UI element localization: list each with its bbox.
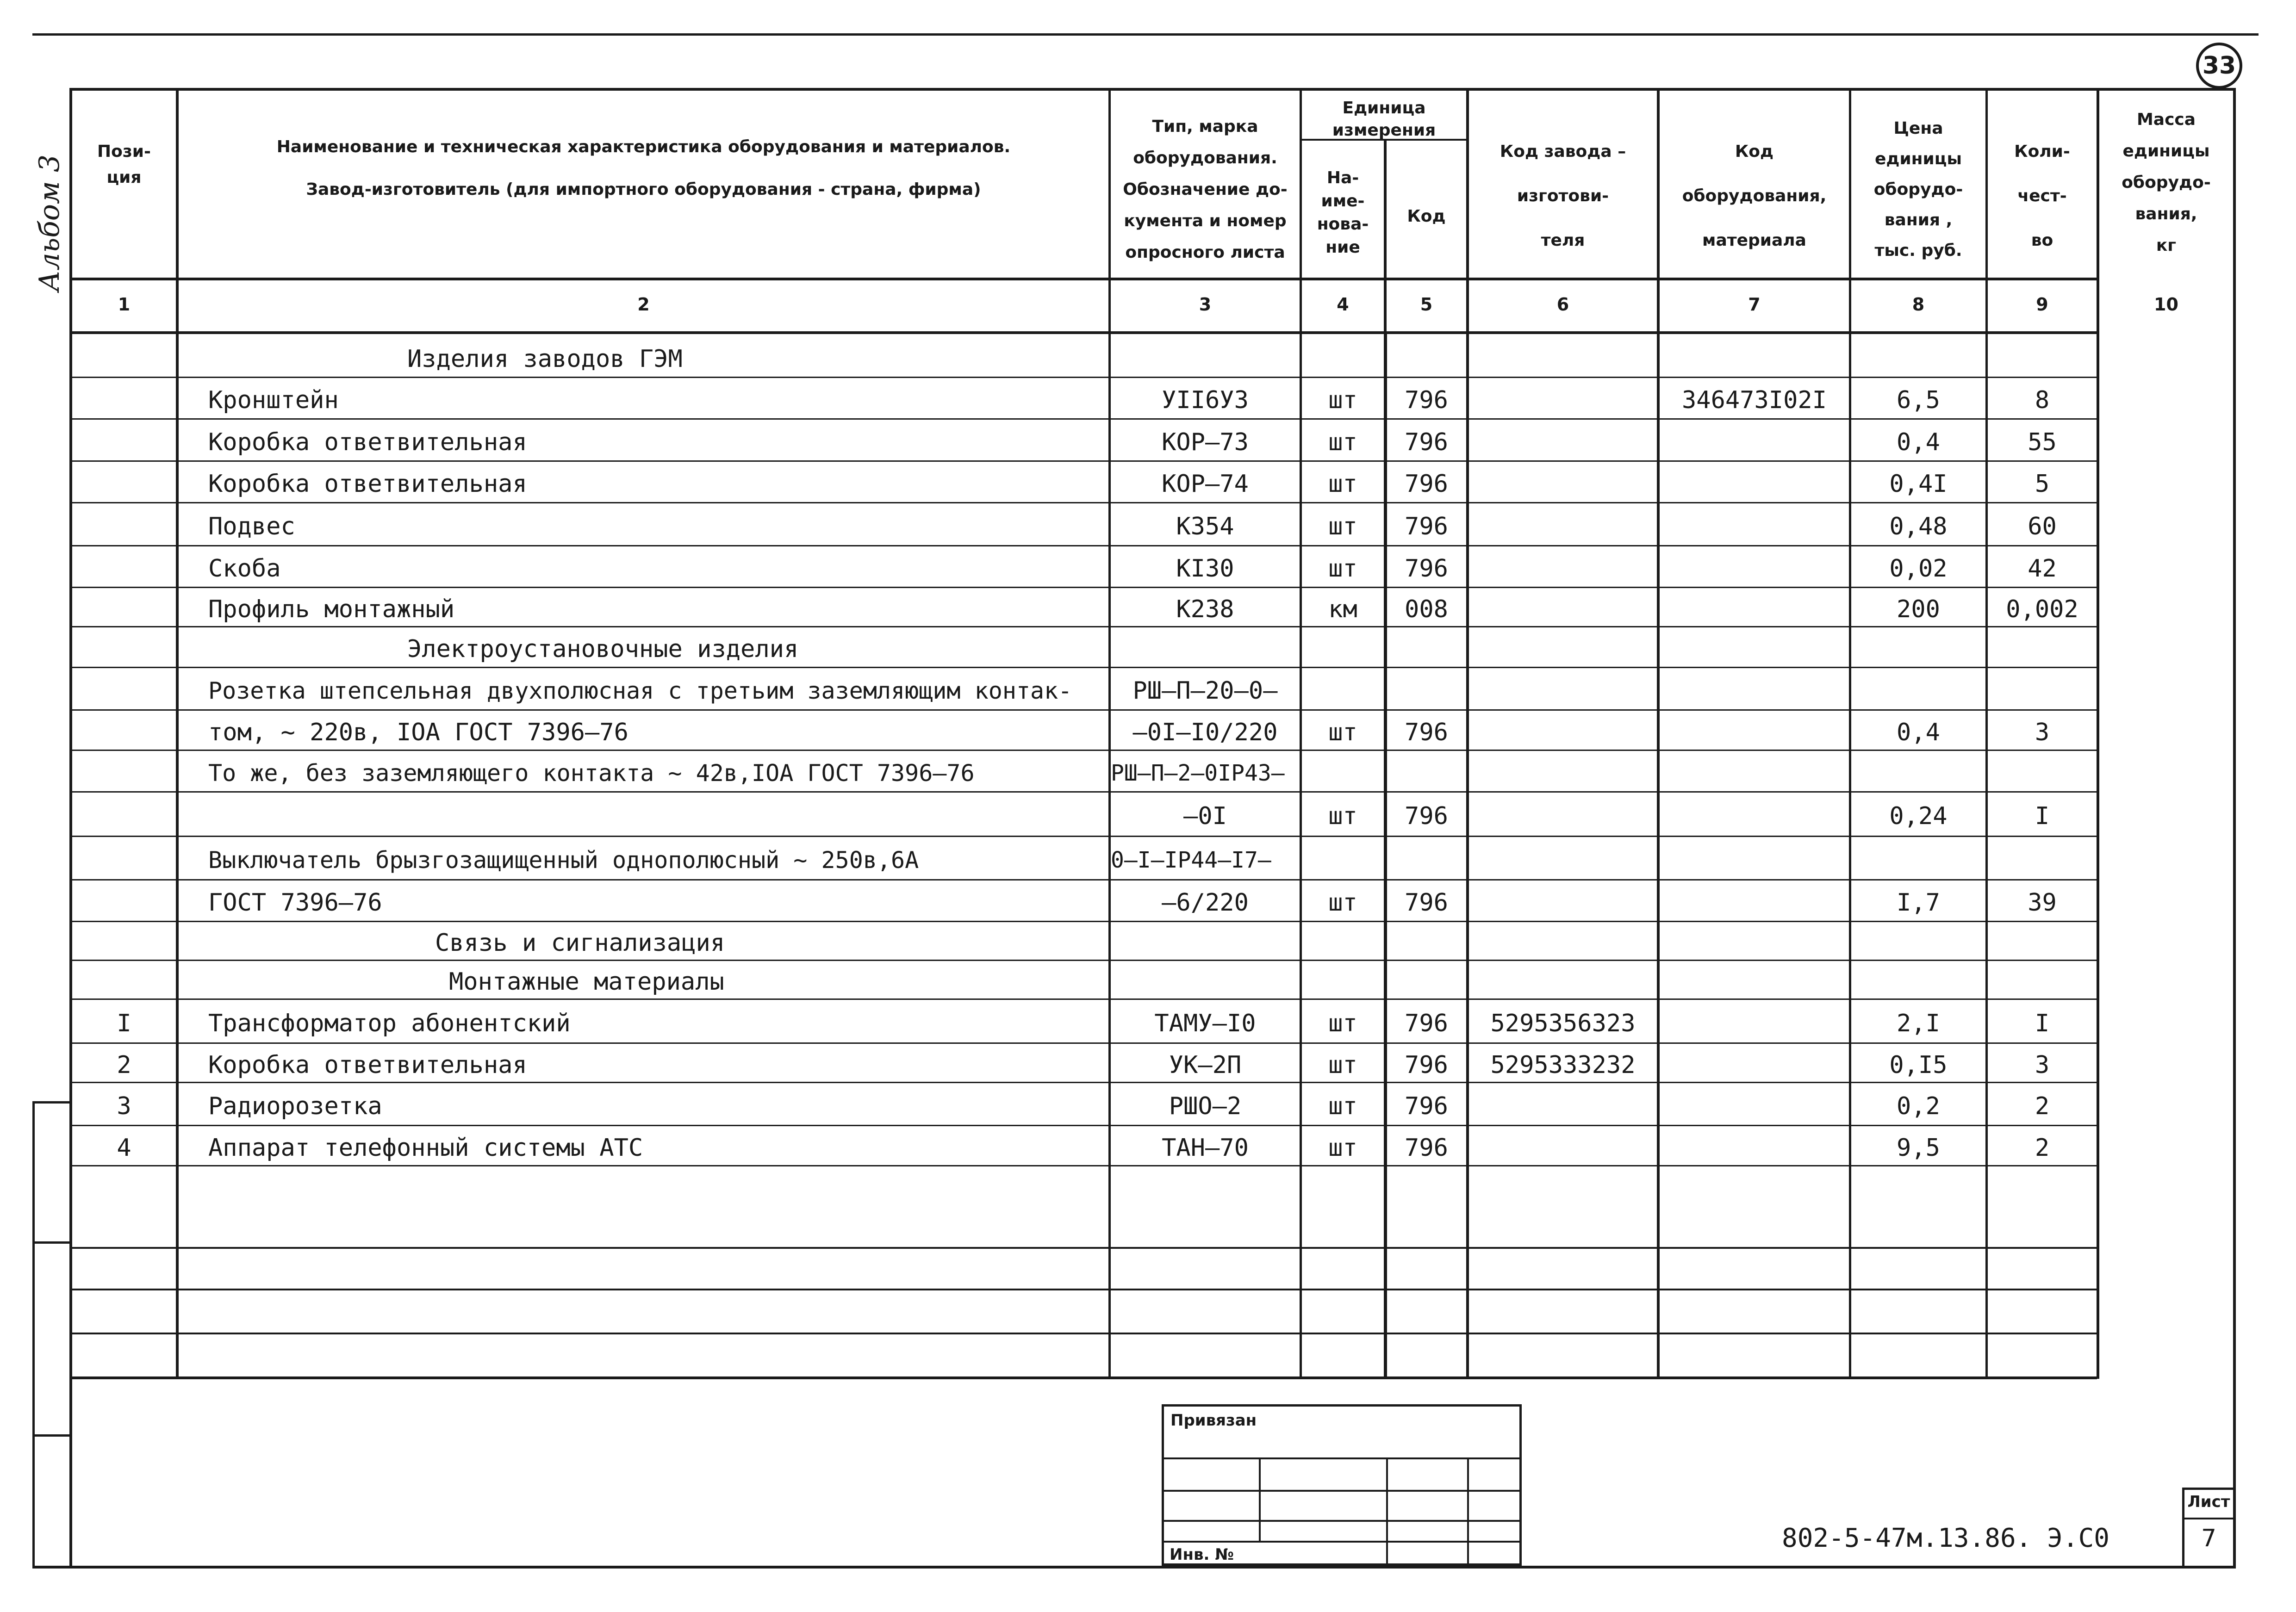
row-rule	[69, 377, 2097, 378]
cell-item-name: Выключатель брызгозащищенный однополюсный ~ 250в,6А	[208, 847, 919, 874]
cell-equip-code: 346473I02I	[1681, 386, 1827, 414]
cell-item-name: том, ~ 220в, IOA ГОСТ 7396–76	[208, 718, 628, 746]
sheet-number-badge: 33	[2196, 43, 2242, 89]
cell-quantity: 5	[2035, 470, 2050, 498]
bound-stamp	[1162, 1404, 1522, 1566]
cell-mfr-code: 5295333232	[1490, 1051, 1636, 1079]
cell-quantity: 8	[2035, 386, 2050, 414]
header-bottom-rule	[69, 278, 2097, 280]
colnum-6: 6	[1556, 294, 1569, 315]
col-line-6	[1466, 88, 1469, 1379]
cell-item-name: Трансформатор абонентский	[208, 1009, 571, 1037]
empty-row-rule-3	[69, 1333, 2097, 1334]
cell-item-name: Профиль монтажный	[208, 595, 455, 623]
cell-type-mark: –0I	[1183, 802, 1227, 830]
colnum-9: 9	[2036, 294, 2048, 315]
cell-unit-name: шт	[1328, 1009, 1357, 1037]
cell-item-name: Коробка ответвительная	[208, 470, 527, 498]
row-rule	[69, 460, 2097, 462]
cell-item-name: Монтажные материалы	[449, 968, 724, 996]
cell-type-mark: ТАМУ–I0	[1154, 1009, 1256, 1037]
col9-header: Коли- чест- во	[2014, 142, 2070, 250]
cell-item-name: Скоба	[208, 555, 281, 583]
cell-price: 6,5	[1897, 386, 1940, 414]
cell-quantity: 3	[2035, 718, 2050, 746]
row-rule	[69, 836, 2097, 837]
row-rule	[69, 545, 2097, 546]
cell-quantity: I	[2035, 1009, 2050, 1037]
cell-item-name: Подвес	[208, 512, 295, 540]
table-bottom-rule	[69, 1376, 2097, 1379]
left-binding-strip	[32, 1101, 35, 1568]
cell-type-mark: КОР–73	[1162, 428, 1249, 456]
cell-unit-name: км	[1328, 595, 1357, 623]
row-rule	[69, 1165, 2097, 1166]
doc-code: 802-5-47м.13.86. Э.С0	[1782, 1523, 2110, 1553]
cell-quantity: 55	[2028, 428, 2057, 456]
binding-tick-1	[32, 1101, 72, 1104]
sheet-label: Лист	[2187, 1493, 2230, 1511]
cell-unit-code: 796	[1405, 470, 1448, 498]
col-line-7	[1657, 88, 1660, 1379]
stamp-rule-4	[1164, 1541, 1519, 1543]
frame-top	[69, 88, 2236, 91]
colnum-5: 5	[1420, 294, 1433, 315]
cell-unit-code: 796	[1405, 889, 1448, 917]
colnum-7: 7	[1748, 294, 1761, 315]
cell-type-mark: КI30	[1176, 555, 1234, 583]
cell-unit-code: 008	[1405, 595, 1448, 623]
album-label: Альбом 3	[33, 154, 66, 291]
cell-unit-name: шт	[1328, 555, 1357, 583]
cell-unit-name: шт	[1328, 718, 1357, 746]
cell-quantity: 2	[2035, 1092, 2050, 1120]
row-rule	[69, 791, 2097, 793]
cell-price: 0,4I	[1889, 470, 1948, 498]
cell-price: 0,02	[1889, 555, 1948, 583]
binding-tick-2	[32, 1241, 72, 1244]
cell-unit-name: шт	[1328, 1134, 1357, 1162]
cell-price: 0,4	[1897, 718, 1940, 746]
cell-type-mark: ТАН–70	[1162, 1134, 1249, 1162]
cell-unit-name: шт	[1328, 386, 1357, 414]
top-rule	[32, 33, 2259, 36]
cell-item-name: Радиорозетка	[208, 1092, 382, 1120]
cell-price: 0,I5	[1889, 1051, 1948, 1079]
cell-price: 2,I	[1897, 1009, 1940, 1037]
cell-type-mark: РШО–2	[1169, 1092, 1242, 1120]
frame-bottom	[32, 1566, 2236, 1569]
stamp-rule-3	[1164, 1520, 1519, 1522]
col4-header: На- име- нова- ние	[1317, 168, 1369, 257]
sheet-value: 7	[2201, 1525, 2217, 1552]
cell-unit-name: шт	[1328, 428, 1357, 456]
bound-label: Привязан	[1170, 1411, 1257, 1430]
stamp-vrule-1	[1259, 1457, 1261, 1541]
cell-item-name: То же, без заземляющего контакта ~ 42в,IOA ГОСТ 7396–76	[208, 760, 975, 787]
colnum-8: 8	[1912, 294, 1925, 315]
col10-header: Масса единицы оборудо- вания, кг	[2122, 110, 2211, 255]
empty-row-rule-1	[69, 1247, 2097, 1249]
row-rule	[69, 626, 2097, 627]
cell-item-name: Кронштейн	[208, 386, 339, 414]
cell-item-name: Электроустановочные изделия	[407, 635, 799, 663]
col2-header: Наименование и техническая характеристика оборудования и материалов. Завод-изготовитель (для импортного оборудования - страна, фирма)	[276, 137, 1011, 199]
cell-unit-name: шт	[1328, 470, 1357, 498]
row-rule	[69, 879, 2097, 880]
stamp-vrule-2	[1386, 1457, 1388, 1564]
cell-unit-code: 796	[1405, 1092, 1448, 1120]
stamp-rule-2	[1164, 1490, 1519, 1492]
col1-header: Пози- ция	[97, 142, 151, 187]
row-rule	[69, 502, 2097, 503]
cell-item-name: Розетка штепсельная двухполюсная с третьим заземляющим контак-	[208, 677, 1072, 704]
row-rule	[69, 709, 2097, 711]
row-rule	[69, 960, 2097, 961]
cell-unit-code: 796	[1405, 802, 1448, 830]
sheet-box-mid	[2182, 1518, 2236, 1519]
cell-type-mark: КОР–74	[1162, 470, 1249, 498]
col-line-2	[176, 88, 179, 1379]
cell-type-mark: К354	[1176, 512, 1234, 540]
cell-type-mark: –0I–I0/220	[1132, 718, 1278, 746]
cell-quantity: 39	[2028, 889, 2057, 917]
cell-type-mark: РШ–П–20–0–	[1132, 677, 1278, 705]
unit-group-header: Единица измерения	[1332, 99, 1436, 140]
cell-unit-code: 796	[1405, 512, 1448, 540]
cell-position: I	[117, 1009, 131, 1037]
col6-header: Код завода – изготови- теля	[1500, 142, 1626, 250]
row-rule	[69, 418, 2097, 420]
cell-position: 2	[117, 1051, 131, 1079]
cell-item-name: Коробка ответвительная	[208, 428, 527, 456]
cell-quantity: I	[2035, 802, 2050, 830]
cell-quantity: 42	[2028, 555, 2057, 583]
cell-type-mark: РШ–П–2–0IР43–	[1111, 760, 1285, 786]
stamp-rule-1	[1164, 1457, 1519, 1459]
colnum-10: 10	[2154, 294, 2178, 315]
cell-quantity: 2	[2035, 1134, 2050, 1162]
cell-type-mark: УII6У3	[1162, 386, 1249, 414]
cell-unit-name: шт	[1328, 1092, 1357, 1120]
colnum-3: 3	[1199, 294, 1212, 315]
cell-type-mark: –6/220	[1162, 889, 1249, 917]
cell-item-name: Коробка ответвительная	[208, 1051, 527, 1079]
row-rule	[69, 921, 2097, 922]
col8-header: Цена единицы оборудо- вания , тыс. руб.	[1873, 119, 1963, 260]
col3-header: Тип, марка оборудования. Обозначение до- кумента и номер опросного листа	[1123, 117, 1288, 262]
binding-tick-3	[32, 1434, 72, 1437]
cell-unit-name: шт	[1328, 889, 1357, 917]
empty-row-rule-2	[69, 1289, 2097, 1290]
cell-unit-code: 796	[1405, 1009, 1448, 1037]
row-rule	[69, 1042, 2097, 1044]
cell-item-name: Связь и сигнализация	[435, 929, 725, 957]
cell-price: 200	[1897, 595, 1940, 623]
row-rule	[69, 587, 2097, 588]
colnum-bottom-rule	[69, 331, 2097, 334]
cell-price: I,7	[1897, 889, 1940, 917]
row-rule	[69, 1082, 2097, 1083]
cell-unit-name: шт	[1328, 512, 1357, 540]
cell-price: 0,48	[1889, 512, 1948, 540]
cell-mfr-code: 5295356323	[1490, 1009, 1636, 1037]
cell-unit-name: шт	[1328, 802, 1357, 830]
cell-price: 0,4	[1897, 428, 1940, 456]
row-rule	[69, 1125, 2097, 1126]
cell-price: 9,5	[1897, 1134, 1940, 1162]
col-line-10	[2097, 88, 2099, 1379]
cell-price: 0,24	[1889, 802, 1948, 830]
frame-right	[2233, 88, 2236, 1569]
cell-quantity: 60	[2028, 512, 2057, 540]
inv-label: Инв. №	[1170, 1545, 1234, 1564]
cell-unit-code: 796	[1405, 1134, 1448, 1162]
cell-position: 3	[117, 1092, 131, 1120]
row-rule	[69, 750, 2097, 751]
cell-type-mark: К238	[1176, 595, 1234, 623]
cell-unit-code: 796	[1405, 1051, 1448, 1079]
col5-header: Код	[1407, 207, 1446, 226]
cell-position: 4	[117, 1134, 131, 1162]
colnum-1: 1	[118, 294, 131, 315]
colnum-2: 2	[637, 294, 650, 315]
cell-item-name: Аппарат телефонный системы АТС	[208, 1134, 643, 1162]
sheet-box-top	[2182, 1488, 2236, 1490]
col5-right-heavy	[1384, 334, 1387, 1377]
cell-type-mark: 0–I–IР44–I7–	[1111, 847, 1271, 873]
cell-unit-name: шт	[1328, 1051, 1357, 1079]
row-rule	[69, 998, 2097, 1000]
cell-item-name: Изделия заводов ГЭМ	[407, 345, 683, 373]
cell-quantity: 0,002	[2006, 595, 2078, 623]
cell-type-mark: УК–2П	[1169, 1051, 1242, 1079]
col7-header: Код оборудования, материала	[1682, 142, 1827, 250]
cell-price: 0,2	[1897, 1092, 1940, 1120]
cell-unit-code: 796	[1405, 718, 1448, 746]
colnum-4: 4	[1337, 294, 1349, 315]
cell-unit-code: 796	[1405, 428, 1448, 456]
stamp-vrule-3	[1467, 1457, 1469, 1564]
cell-quantity: 3	[2035, 1051, 2050, 1079]
row-rule	[69, 667, 2097, 668]
cell-unit-code: 796	[1405, 386, 1448, 414]
cell-unit-code: 796	[1405, 555, 1448, 583]
cell-item-name: ГОСТ 7396–76	[208, 889, 382, 917]
